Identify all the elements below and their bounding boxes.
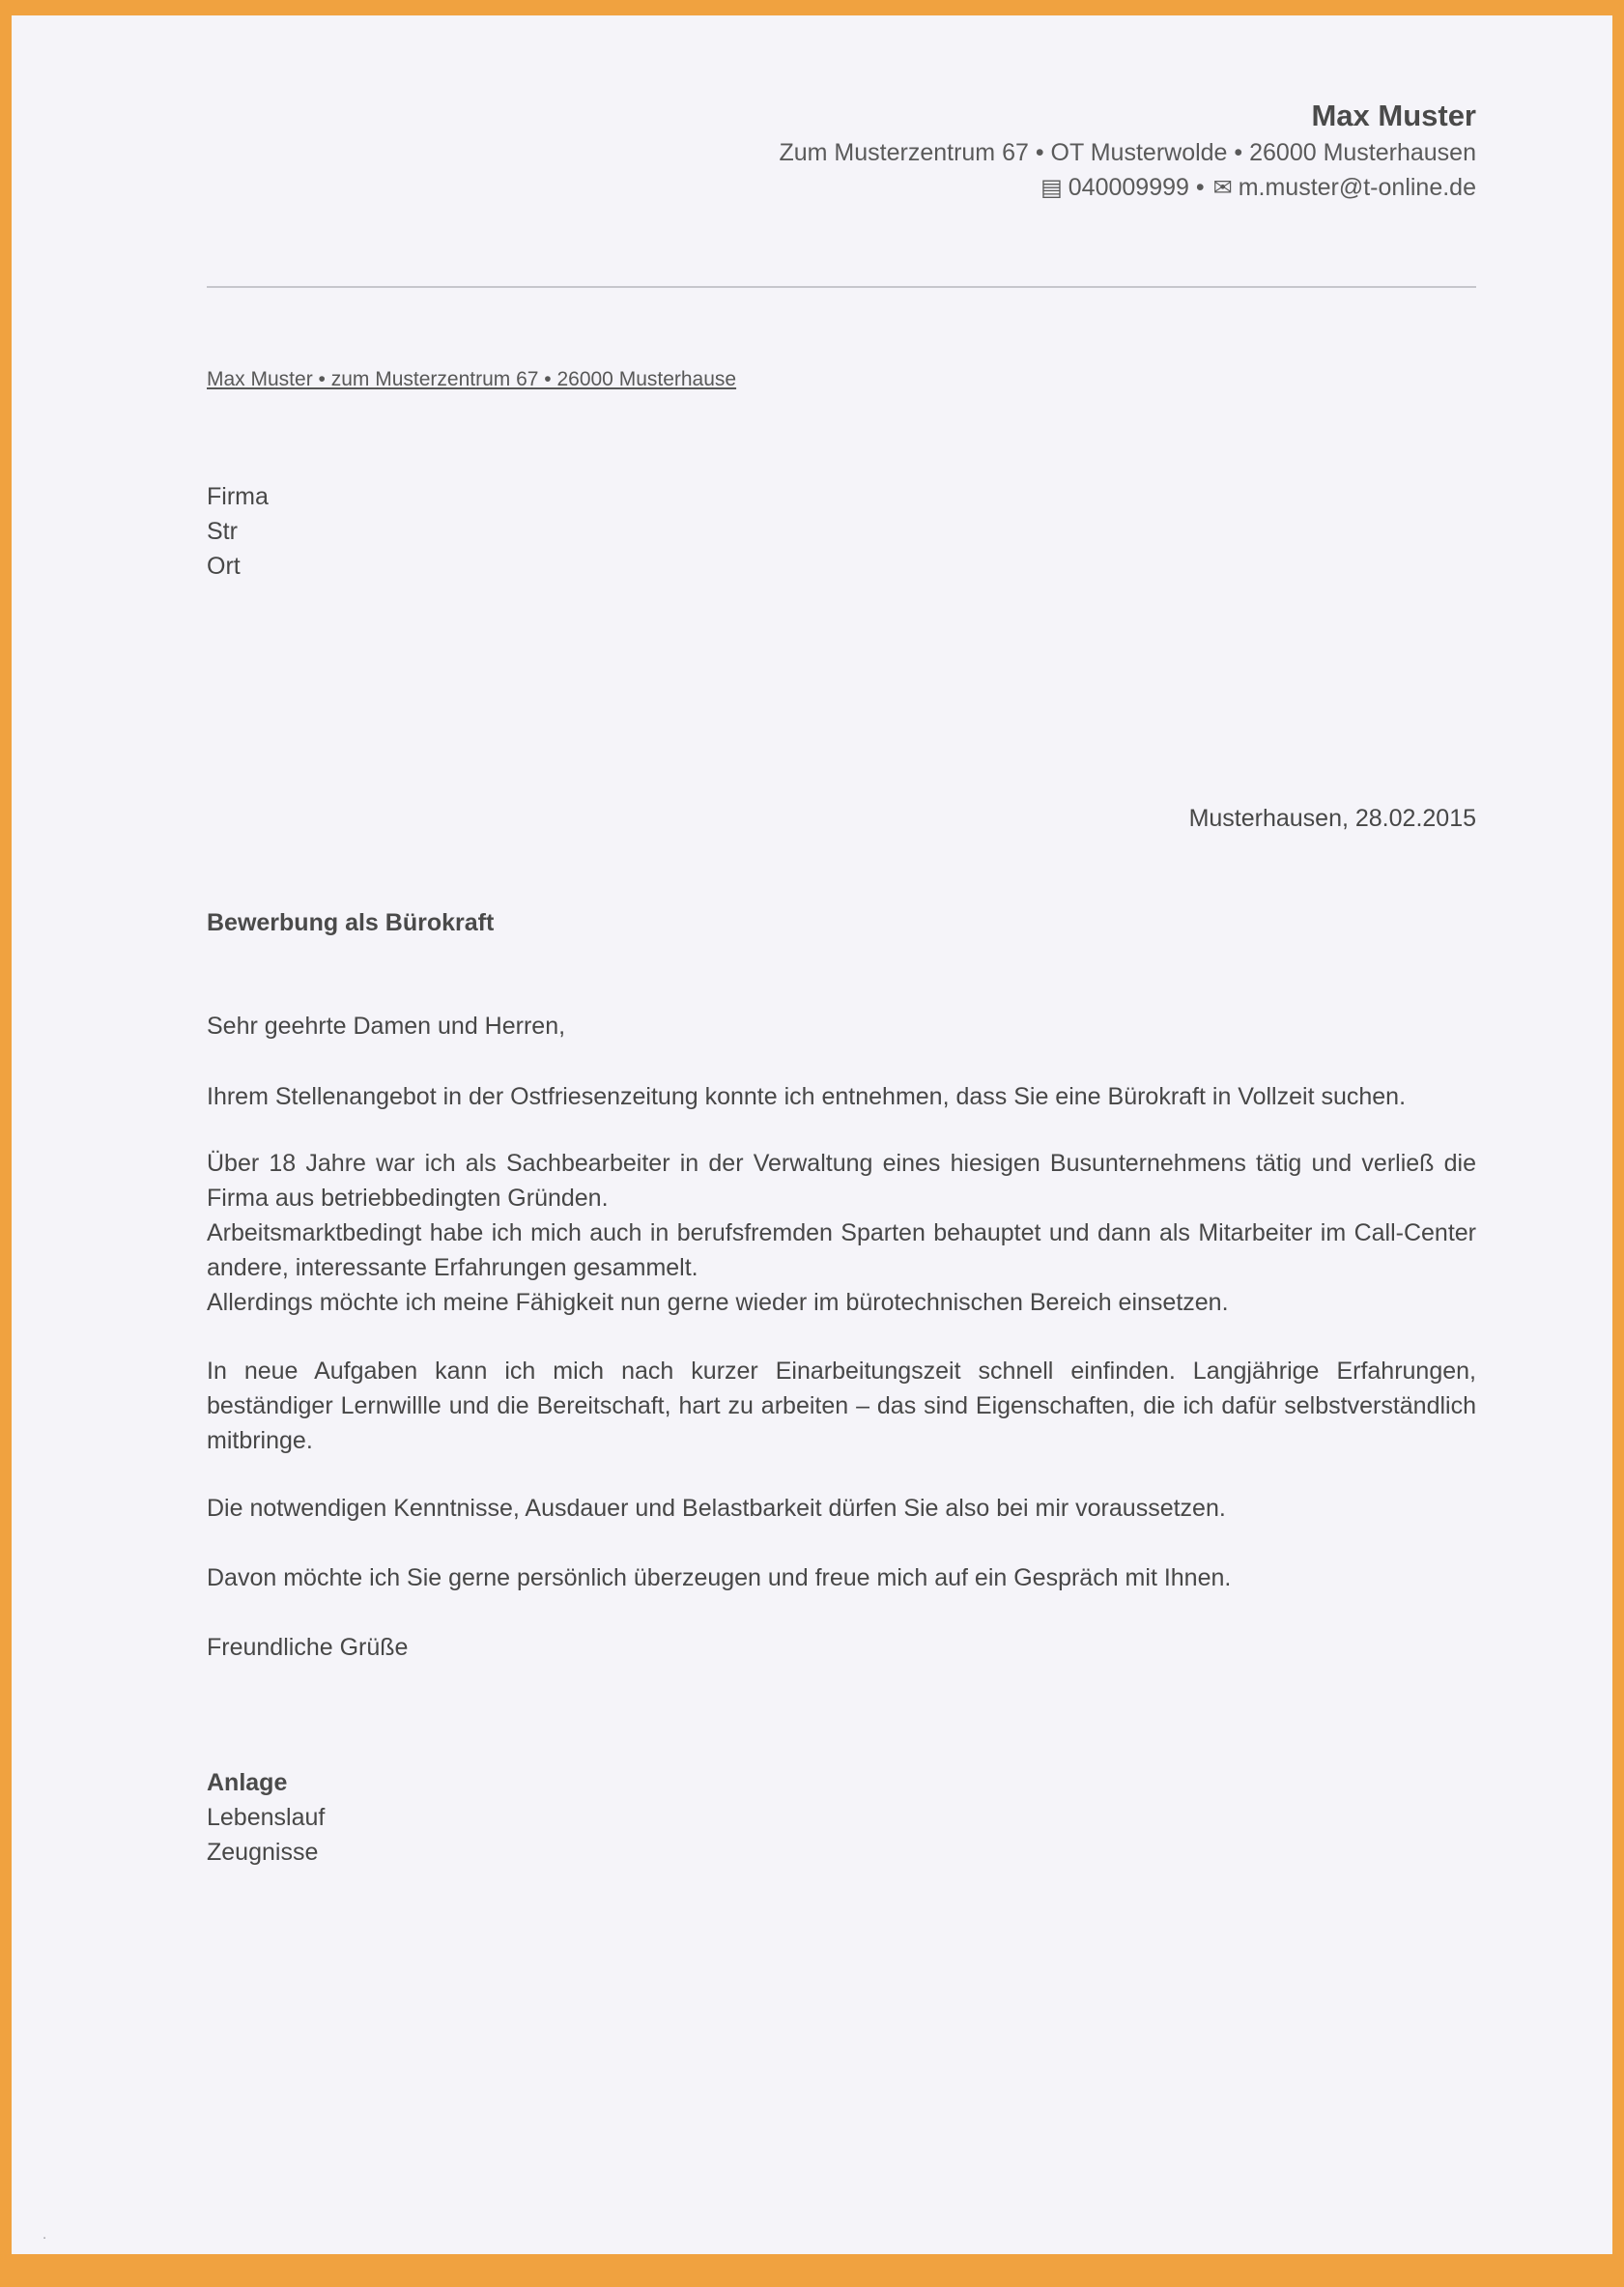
letterhead [207,97,1476,206]
sender-phone: 040009999 [1068,174,1189,201]
sender-address: Zum Musterzentrum 67 • OT Musterwolde • 26000 Musterhausen [779,139,1476,166]
paragraph-meeting: Davon möchte ich Sie gerne persönlich überzeugen und freue mich auf ein Gespräch mit Ihnen. [207,1564,1232,1591]
return-address-line: Max Muster • zum Musterzentrum 67 • 26000 Musterhause [207,368,737,390]
stray-mark: . [43,2226,47,2243]
subject-line: Bewerbung als Bürokraft [207,909,495,936]
salutation: Sehr geehrte Damen und Herren, [207,1013,566,1040]
letter-content [207,0,1476,1870]
border-right [1612,0,1624,2287]
sender-name: Max Muster [1311,99,1476,132]
sender-contact [207,170,1476,206]
phone-icon: ▤ [1040,175,1063,201]
recipient-company: Firma [207,483,269,510]
recipient-street: Str [207,518,238,545]
enclosures-block [207,1765,1476,1870]
contact-separator: • [1195,174,1205,201]
header-divider [207,286,1476,288]
border-bottom [0,2254,1624,2287]
paragraph-strengths: In neue Aufgaben kann ich mich nach kurzer Einarbeitungszeit schnell einfinden. Langjährige Erfahrungen, beständiger Lernwillle und die Bereitschaft, hart zu arbeiten – das sind Eigenschaften, die ich dafür selbstverständlich mitbringe. [207,1358,1476,1454]
enclosures-heading: Anlage [207,1769,288,1796]
border-left [0,0,12,2287]
enclosure-item: Lebenslauf [207,1804,326,1831]
enclosure-item: Zeugnisse [207,1839,319,1866]
paragraph-intro: Ihrem Stellenangebot in der Ostfriesenzeitung konnte ich entnehmen, dass Sie eine Bürokraft in Vollzeit suchen. [207,1083,1407,1110]
sender-email: m.muster@t-online.de [1238,174,1476,201]
email-icon: ✉ [1212,175,1233,201]
recipient-block [207,479,1476,584]
experience-line: Allerdings möchte ich meine Fähigkeit nun gerne wieder im bürotechnischen Bereich einsetzen. [207,1289,1229,1316]
recipient-city: Ort [207,553,241,580]
date-line: Musterhausen, 28.02.2015 [1188,805,1476,832]
experience-line: Über 18 Jahre war ich als Sachbearbeiter in der Verwaltung eines hiesigen Busunternehmens tätig und verließ die Firma aus betriebbedingten Gründen. [207,1150,1476,1212]
closing-phrase: Freundliche Grüße [207,1634,409,1661]
paragraph-experience [207,1146,1476,1320]
paragraph-skills: Die notwendigen Kenntnisse, Ausdauer und Belastbarkeit dürfen Sie also bei mir voraussetzen. [207,1495,1226,1522]
experience-line: Arbeitsmarktbedingt habe ich mich auch in berufsfremden Sparten behauptet und dann als Mitarbeiter im Call-Center andere, interessante Erfahrungen gesammelt. [207,1219,1476,1281]
